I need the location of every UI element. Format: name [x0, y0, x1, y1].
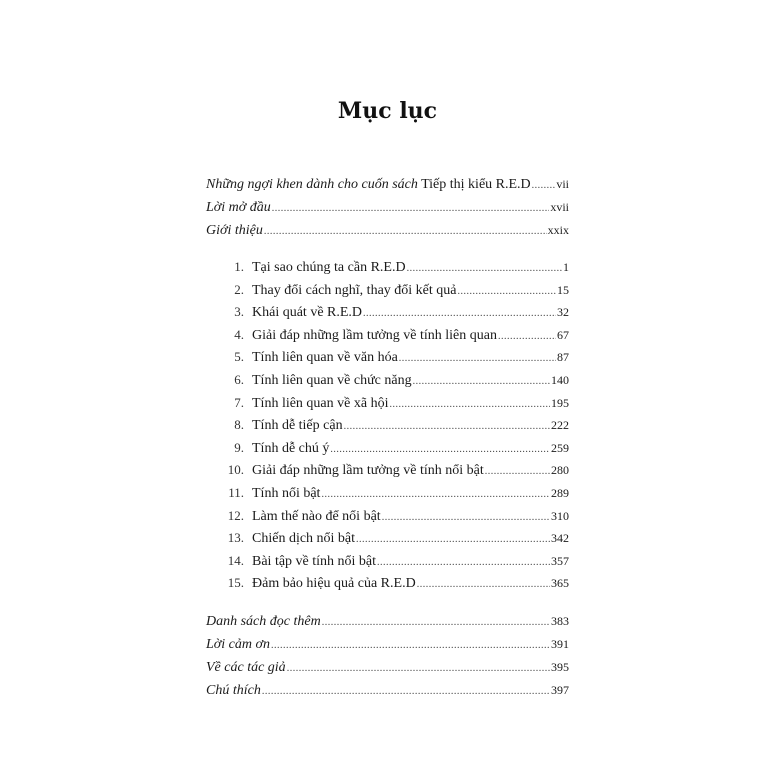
leader-dots — [413, 372, 550, 392]
toc-entry-title: Bài tập về tính nổi bật — [252, 553, 377, 569]
toc-entry-title: Chiến dịch nổi bật — [252, 531, 356, 547]
chapter-number: 9. — [234, 439, 244, 455]
toc-entry-title: Tính liên quan về xã hội — [252, 395, 389, 411]
toc-entry-chapter-3 — [206, 302, 569, 322]
toc-entry-title: Lời cảm ơn — [206, 637, 270, 652]
leader-dots — [356, 530, 550, 550]
toc-entry-title: Danh sách đọc thêm — [206, 614, 321, 629]
toc-entry-chapter-6 — [206, 370, 569, 390]
leader-dots — [272, 199, 550, 219]
chapter-number: 7. — [234, 394, 244, 410]
leader-dots — [262, 682, 550, 702]
leader-dots — [458, 282, 557, 302]
toc-entry-page: 397 — [551, 683, 569, 697]
toc-entry-chapter-4 — [206, 325, 569, 345]
toc-entry-title: Tính liên quan về văn hóa — [252, 350, 398, 366]
toc-entry-front-preface — [206, 197, 569, 217]
leader-dots — [344, 417, 550, 437]
chapter-number: 14. — [227, 552, 244, 568]
toc-entry-page: 365 — [551, 576, 569, 591]
toc-entry-front-introduction — [206, 220, 569, 240]
leader-dots — [485, 462, 550, 482]
toc-entry-chapter-13 — [206, 528, 569, 548]
toc-entry-page: 342 — [551, 531, 569, 546]
chapter-number: 4. — [234, 326, 244, 342]
toc-entry-title: Tính nổi bật — [252, 486, 321, 501]
toc-entry-front-praise — [206, 174, 569, 194]
leader-dots — [330, 440, 550, 460]
leader-dots — [389, 395, 550, 415]
leader-dots — [407, 259, 562, 279]
chapter-number: 8. — [234, 417, 244, 433]
toc-entry-chapter-12 — [206, 506, 569, 526]
toc-entry-back-further-reading — [206, 611, 569, 631]
toc-entry-page: 391 — [551, 637, 569, 651]
toc-entry-title: Thay đổi cách nghĩ, thay đổi kết quả — [252, 282, 457, 298]
toc-entry-page: 310 — [551, 508, 569, 523]
toc-entry-back-about-authors — [206, 657, 569, 677]
chapter-number: 13. — [227, 530, 244, 546]
toc-entry-title: Những ngợi khen dành cho cuốn sách Tiếp thị kiểu R.E.D — [206, 177, 531, 192]
toc-entry-title: Về các tác giả — [206, 660, 286, 675]
leader-dots — [363, 304, 556, 324]
toc-entry-page: xvii — [550, 200, 569, 214]
leader-dots — [417, 575, 550, 595]
toc-entry-page: 195 — [551, 395, 569, 410]
toc-entry-page: vii — [556, 177, 569, 191]
chapter-number: 2. — [234, 281, 244, 297]
toc-entry-page: 383 — [551, 614, 569, 628]
leader-dots — [271, 636, 550, 656]
toc-entry-title: Chú thích — [206, 683, 261, 698]
toc-entry-page: 67 — [557, 327, 569, 342]
leader-dots — [321, 485, 550, 505]
toc-entry-chapter-1 — [206, 257, 569, 277]
toc-entry-chapter-10 — [206, 460, 569, 480]
chapter-number: 11. — [228, 485, 244, 500]
leader-dots — [399, 349, 556, 369]
leader-dots — [532, 176, 556, 196]
toc-entry-page: 222 — [551, 418, 569, 433]
toc-entry-page: 32 — [557, 305, 569, 320]
toc-entry-title: Giới thiệu — [206, 223, 263, 238]
toc-entry-chapter-2 — [206, 280, 569, 300]
page-title: Mục lục — [337, 98, 438, 124]
toc-entry-page: 1 — [563, 260, 569, 274]
toc-entry-title: Giải đáp những lầm tưởng về tính nổi bật — [252, 463, 484, 479]
toc-entry-chapter-9 — [206, 438, 569, 458]
chapter-number: 1. — [234, 259, 244, 274]
leader-dots — [498, 327, 556, 347]
toc-entry-page: 395 — [551, 660, 569, 674]
toc-entry-title: Lời mở đầu — [206, 200, 271, 215]
toc-entry-title: Đảm bảo hiệu quả của R.E.D — [252, 576, 416, 592]
toc-entry-chapter-11 — [206, 483, 569, 503]
toc-entry-title: Tính dễ chú ý — [252, 440, 330, 456]
toc-entry-chapter-15 — [206, 573, 569, 593]
toc-entry-page: 289 — [551, 486, 569, 500]
toc-entry-page: 15 — [557, 282, 569, 297]
leader-dots — [322, 613, 550, 633]
toc-entry-title: Giải đáp những lầm tưởng về tính liên quan — [252, 327, 497, 343]
toc-entry-chapter-8 — [206, 415, 569, 435]
toc-entry-title: Tính dễ tiếp cận — [252, 418, 343, 434]
toc-entry-chapter-7 — [206, 393, 569, 413]
toc-entry-page: 140 — [551, 373, 569, 387]
toc-entry-page: xxix — [547, 223, 569, 237]
toc-entry-page: 357 — [551, 553, 569, 568]
toc-entry-title: Khái quát về R.E.D — [252, 305, 363, 321]
toc-entry-chapter-5 — [206, 347, 569, 367]
chapter-number: 15. — [227, 575, 244, 591]
toc-entry-page: 280 — [551, 463, 569, 478]
leader-dots — [264, 222, 547, 242]
chapter-number: 10. — [227, 462, 244, 478]
toc-entry-chapter-14 — [206, 551, 569, 571]
toc-entry-title: Tại sao chúng ta cần R.E.D — [252, 260, 406, 275]
toc-entry-back-acknowledgements — [206, 634, 569, 654]
chapter-number: 3. — [234, 304, 244, 320]
leader-dots — [382, 508, 550, 528]
chapter-number: 12. — [227, 507, 244, 523]
toc-entry-title: Làm thế nào để nổi bật — [252, 508, 381, 524]
toc-entry-page: 87 — [557, 350, 569, 365]
chapter-number: 6. — [234, 372, 244, 387]
chapter-number: 5. — [234, 349, 244, 365]
toc-entry-page: 259 — [551, 440, 569, 455]
toc-entry-back-notes — [206, 680, 569, 700]
leader-dots — [377, 553, 550, 573]
leader-dots — [287, 659, 550, 679]
toc-entry-title: Tính liên quan về chức năng — [252, 373, 412, 388]
